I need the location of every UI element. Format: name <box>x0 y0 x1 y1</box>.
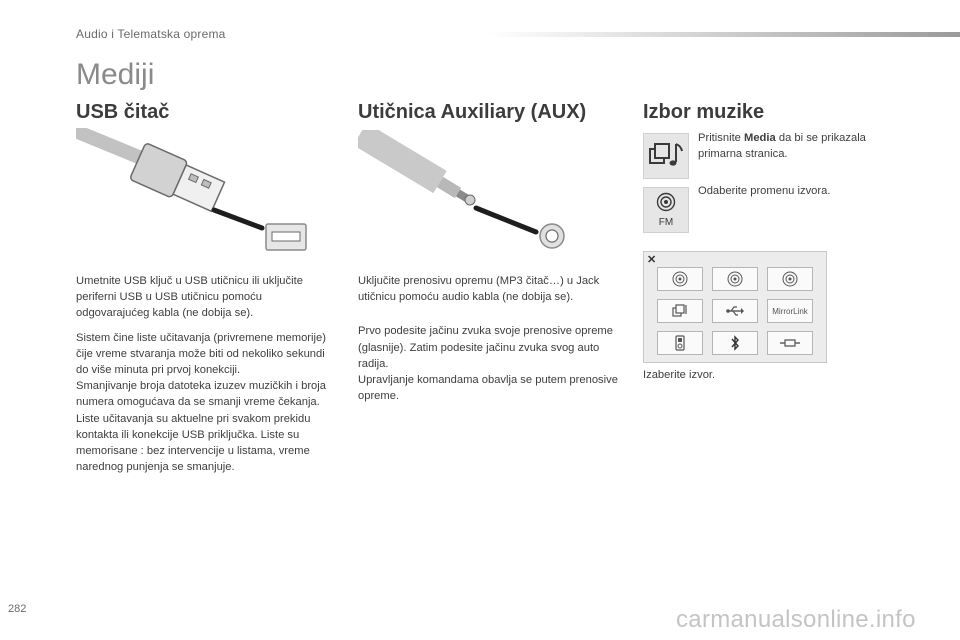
usb-paragraph-1: Umetnite USB ključ u USB utičnicu ili uključite periferni USB u USB utičnicu pomoću odgovarajućeg kabla (ne dobija se). <box>76 275 303 320</box>
media-label: Media <box>744 132 776 144</box>
source-device-button[interactable] <box>657 331 703 355</box>
usb-icon <box>725 305 745 317</box>
mirrorlink-label: MirrorLink <box>772 306 808 316</box>
izbor-step-3: Izaberite izvor. <box>643 369 716 381</box>
header-rule <box>488 32 960 37</box>
source-radio-3-button[interactable] <box>767 267 813 291</box>
fm-label: FM <box>658 217 674 228</box>
change-source-button[interactable] <box>643 187 689 233</box>
watermark: carmanualsonline.info <box>676 606 916 633</box>
source-usb-button[interactable] <box>712 299 758 323</box>
izbor-heading: Izbor muzike <box>643 101 765 123</box>
radio-waves-icon <box>644 188 688 218</box>
source-media-button[interactable] <box>657 299 703 323</box>
close-icon[interactable]: ✕ <box>647 254 657 266</box>
section-header: Audio i Telematska oprema <box>76 27 226 41</box>
usb-paragraph-2-line-3: Liste učitavanja su aktuelne pri svakom prekidu kontakta ili konekcije USB priključka. Liste su memorisane : bez intervencije u listama, vreme narednog punjenja se smanjuje. <box>76 412 311 474</box>
radio-icon <box>672 271 688 287</box>
aux-heading: Utičnica Auxiliary (AUX) <box>358 101 587 123</box>
aux-paragraph-1: Uključite prenosivu opremu (MP3 čitač…) u Jack utičnicu pomoću audio kabla (ne dobija se). <box>358 275 600 304</box>
aux-paragraph-2-line-2: Upravljanje komandama obavlja se putem prenosive opreme. <box>358 374 618 403</box>
source-radio-1-button[interactable] <box>657 267 703 291</box>
bluetooth-icon <box>729 335 741 351</box>
aux-text <box>358 273 624 404</box>
aux-paragraph-2-line-1: Prvo podesite jačinu zvuka svoje prenosive opreme (glasnije). Zatim podesite jačinu zvuka svog auto radija. <box>358 325 613 370</box>
media-icon <box>644 134 688 178</box>
radio-icon <box>782 271 798 287</box>
aux-jack-illustration <box>358 130 578 255</box>
page-number: 282 <box>8 603 27 615</box>
media-icon <box>671 303 689 319</box>
source-panel <box>643 251 827 363</box>
radio-icon <box>727 271 743 287</box>
source-aux-button[interactable] <box>767 331 813 355</box>
aux-paragraph-2 <box>358 323 624 404</box>
source-bluetooth-button[interactable] <box>712 331 758 355</box>
usb-heading: USB čitač <box>76 101 170 123</box>
usb-paragraph-2 <box>76 330 338 476</box>
usb-text <box>76 273 338 475</box>
usb-paragraph-2-line-1: Sistem čine liste učitavanja (privremene memorije) čije vreme stvaranja može biti od nekoliko sekundi do više minuta pri prvoj konekciji. <box>76 331 326 377</box>
usb-paragraph-2-line-2: Smanjivanje broja datoteka izuzev muzičkih i broja numera omogućava da se smanji vreme čekanja. <box>76 380 326 409</box>
portable-player-icon <box>674 335 686 351</box>
aux-cable-icon <box>779 337 801 349</box>
source-radio-2-button[interactable] <box>712 267 758 291</box>
usb-plug-illustration <box>76 128 316 258</box>
izbor-step-1: Pritisnite Media da bi se prikazala primarna stranica. <box>698 132 866 161</box>
source-mirrorlink-button[interactable] <box>767 299 813 323</box>
page-title: Mediji <box>76 58 155 91</box>
media-button[interactable] <box>643 133 689 179</box>
izbor-step-2: Odaberite promenu izvora. <box>698 185 831 197</box>
